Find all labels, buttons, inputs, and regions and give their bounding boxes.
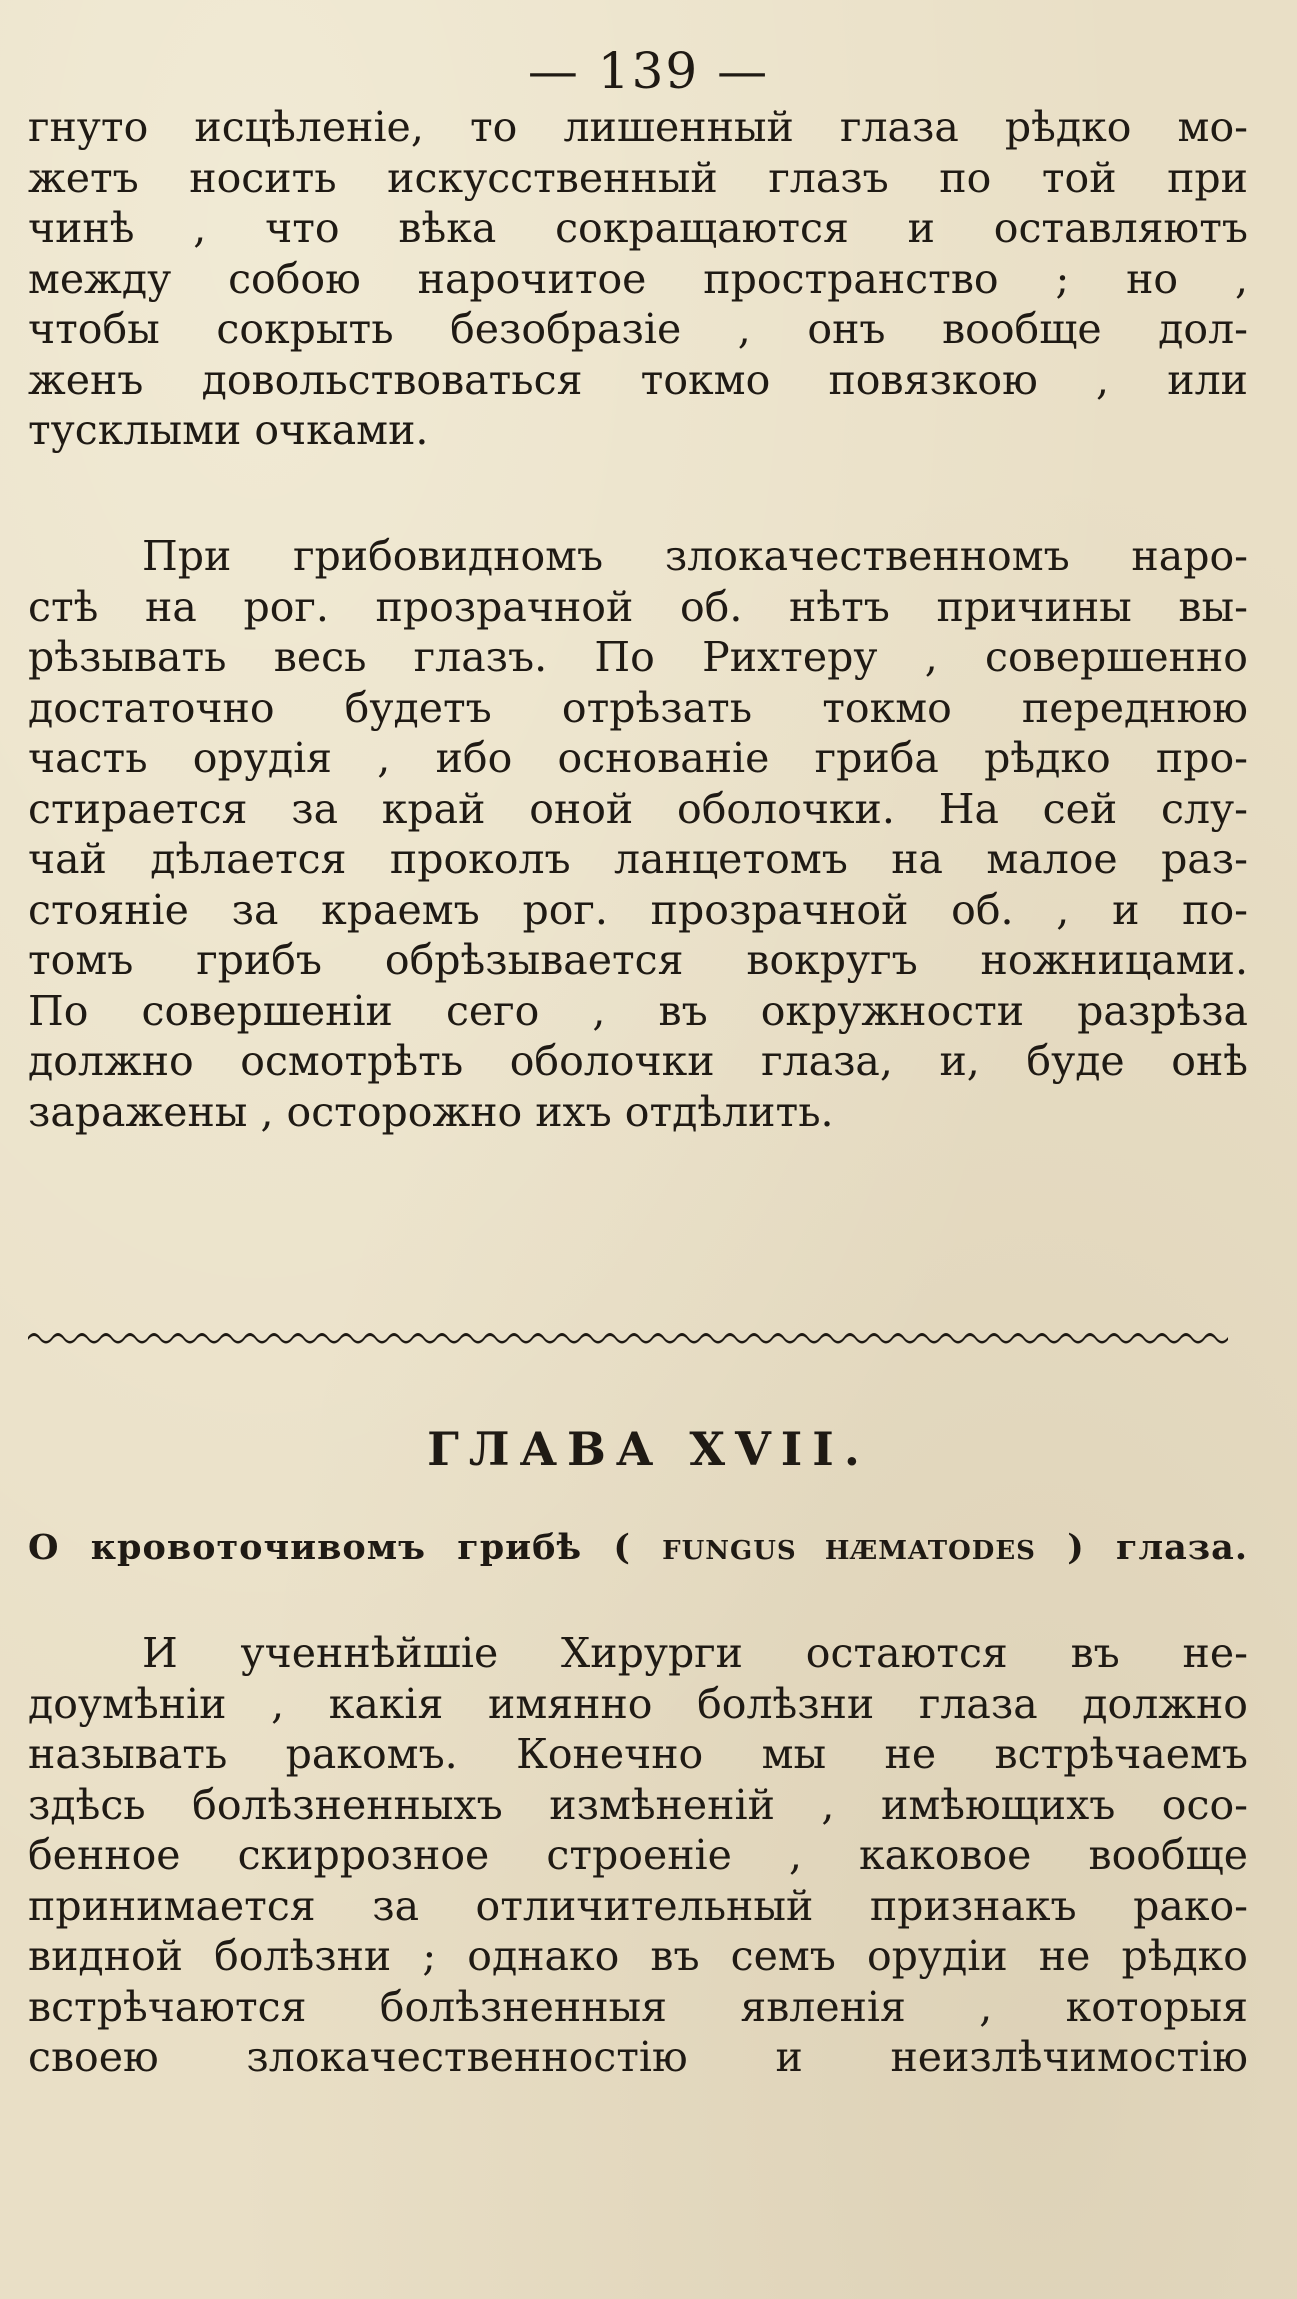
text-line: доумѣніи , какія имянно болѣзни глаза должно: [28, 1679, 1248, 1728]
ornament-segment: [772, 1333, 796, 1344]
ornament-segment: [652, 1333, 676, 1344]
text-line: стояніе за краемъ рог. прозрачной об. , и по-: [28, 885, 1248, 934]
text-line: чай дѣлается проколъ ланцетомъ на малое раз-: [28, 835, 1248, 883]
ornament-segment: [460, 1333, 484, 1344]
ornament-segment: [892, 1333, 916, 1344]
ornament-segment: [172, 1333, 196, 1344]
text-line: заражены , осторожно ихъ отдѣлить.: [28, 1087, 834, 1136]
ornament-segment: [1060, 1333, 1084, 1344]
ornament-segment: [940, 1333, 964, 1344]
chapter-subtitle-text: О кровоточивомъ грибѣ (: [28, 1527, 631, 1568]
ornament-segment: [1084, 1333, 1108, 1344]
ornament-segment: [604, 1333, 628, 1344]
ornament-segment: [100, 1333, 124, 1344]
ornament-segment: [628, 1333, 652, 1344]
ornament-segment: [292, 1333, 316, 1344]
ornament-segment: [76, 1333, 100, 1344]
ornament-segment: [532, 1333, 556, 1344]
text-line: гнуто исцѣленіе, то лишенный глаза рѣдко мо-: [28, 103, 1248, 151]
ornament-segment: [52, 1333, 76, 1344]
text-line: И ученнѣйшіе Хирурги остаются въ не-: [142, 1629, 1248, 1677]
ornament-segment: [316, 1333, 340, 1344]
ornament-segment: [556, 1333, 580, 1344]
ornament-segment: [412, 1333, 436, 1344]
ornament-segment: [748, 1333, 772, 1344]
text-line: томъ грибъ обрѣзывается вокругъ ножницами.: [28, 936, 1248, 984]
text-line: стѣ на рог. прозрачной об. нѣтъ причины вы-: [28, 582, 1248, 631]
ornament-segment: [1204, 1333, 1228, 1344]
text-line: своею злокачественностію и неизлѣчимостію: [28, 2033, 1248, 2081]
ornament-segment: [436, 1333, 460, 1344]
text-line: называть ракомъ. Конечно мы не встрѣчаемъ: [28, 1730, 1248, 1778]
text-line: видной болѣзни ; однако въ семъ орудіи не рѣдко: [28, 1932, 1248, 1980]
ornament-segment: [820, 1333, 844, 1344]
text-line: чтобы сокрыть безобразіе , онъ вообще дол-: [28, 305, 1248, 353]
ornament-segment: [1036, 1333, 1060, 1344]
page-number: — 139 —: [527, 42, 770, 100]
chapter-subtitle-text-end: ) глаза.: [1067, 1527, 1249, 1568]
ornament-segment: [1132, 1333, 1156, 1344]
ornament-segment: [724, 1333, 748, 1344]
text-line: здѣсь болѣзненныхъ измѣненій , имѣющихъ осо-: [28, 1780, 1248, 1829]
ornament-segment: [124, 1333, 148, 1344]
ornament-segment: [508, 1333, 532, 1344]
text-line: достаточно будетъ отрѣзать токмо переднюю: [28, 683, 1248, 732]
text-line: стирается за край оной оболочки. На сей слу-: [28, 784, 1248, 833]
paragraph-2: [28, 531, 1248, 1137]
ornament-segment: [388, 1333, 412, 1344]
paragraph-1: [28, 102, 1248, 456]
text-line: чинѣ , что вѣка сокращаются и оставляютъ: [28, 204, 1248, 252]
ornament-segment: [340, 1333, 364, 1344]
decorative-divider: [28, 1326, 1248, 1348]
text-line: жетъ носить искусственный глазъ по той при: [28, 153, 1248, 202]
chapter-title: ГЛАВА XVII.: [427, 1422, 870, 1476]
ornament-segment: [484, 1333, 508, 1344]
chapter-subtitle-latin: FUNGUS HÆMATODES: [662, 1536, 1036, 1566]
ornament-segment: [988, 1333, 1012, 1344]
ornament-segment: [364, 1333, 388, 1344]
text-line: По совершеніи сего , въ окружности разрѣза: [28, 986, 1248, 1035]
text-line: часть орудія , ибо основаніе гриба рѣдко про-: [28, 734, 1248, 782]
text-line: принимается за отличительный признакъ рако-: [28, 1881, 1248, 1930]
ornament-segment: [244, 1333, 268, 1344]
ornament-segment: [148, 1333, 172, 1344]
ornament-segment: [268, 1333, 292, 1344]
ornament-segment: [916, 1333, 940, 1344]
ornament-segment: [580, 1333, 604, 1344]
text-line: рѣзывать весь глазъ. По Рихтеру , совершенно: [28, 633, 1248, 681]
ornament-segment: [1156, 1333, 1180, 1344]
ornament-segment: [868, 1333, 892, 1344]
ornament-segment: [196, 1333, 220, 1344]
ornament-segment: [1012, 1333, 1036, 1344]
text-line: между собою нарочитое пространство ; но ,: [28, 254, 1248, 303]
paragraph-3: [28, 1628, 1248, 2083]
ornament-segment: [1108, 1333, 1132, 1344]
ornament-segment: [700, 1333, 724, 1344]
ornament-segment: [220, 1333, 244, 1344]
ornament-segment: [796, 1333, 820, 1344]
text-line: бенное скиррозное строеніе , каковое вообще: [28, 1831, 1248, 1879]
text-line: женъ довольствоваться токмо повязкою , или: [28, 355, 1248, 404]
ornament-segment: [676, 1333, 700, 1344]
ornament-segment: [964, 1333, 988, 1344]
text-line: встрѣчаются болѣзненныя явленія , которыя: [28, 1982, 1248, 2031]
ornament-segment: [28, 1333, 52, 1344]
text-line: тусклыми очками.: [28, 406, 429, 454]
text-line: При грибовидномъ злокачественномъ наро-: [142, 532, 1248, 580]
ornament-segment: [844, 1333, 868, 1344]
chapter-subtitle: [28, 1527, 1248, 1568]
text-line: должно осмотрѣть оболочки глаза, и, буде онѣ: [28, 1037, 1248, 1085]
ornament-segment: [1180, 1333, 1204, 1344]
